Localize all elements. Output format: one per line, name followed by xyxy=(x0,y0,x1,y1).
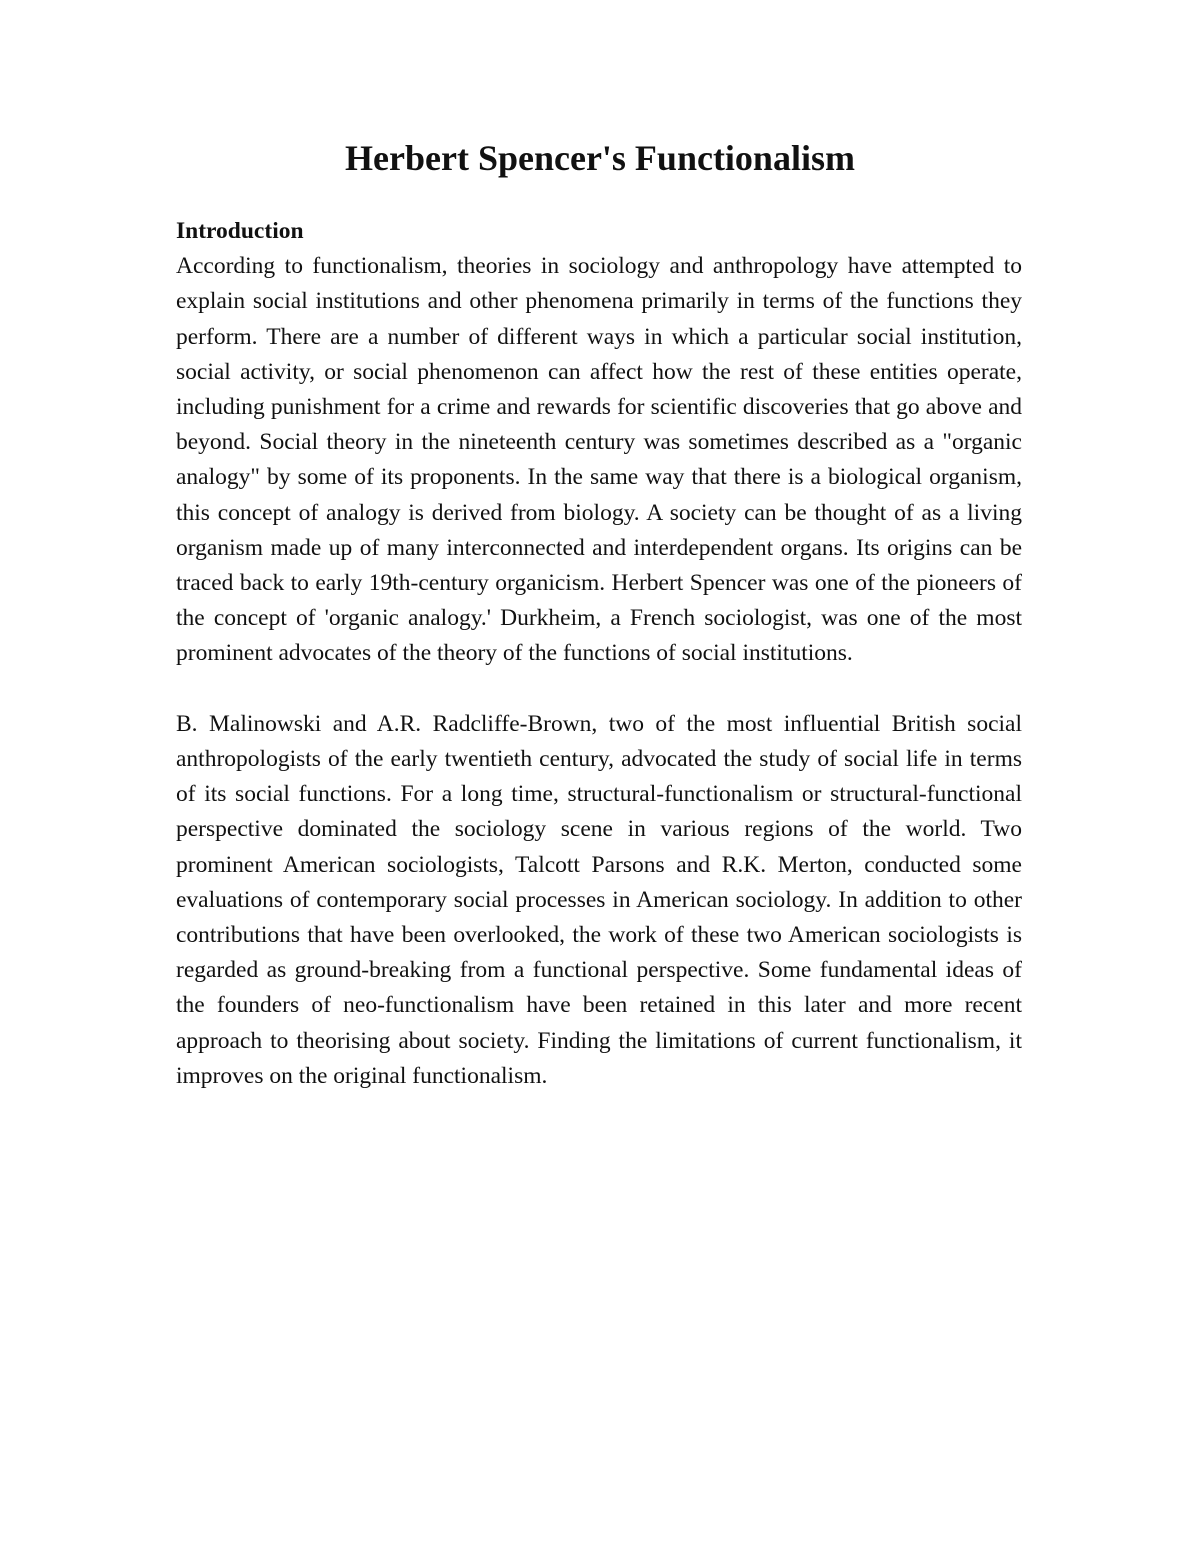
paragraph-1: According to functionalism, theories in sociology and anthropology have attempted to explain social institutions and other phenomena primarily in terms of the functions they perform. There are a number of different ways in which a particular social institution, social activity, or social phenomenon can affect how the rest of these entities operate, including punishment for a crime and rewards for scientific discoveries that go above and beyond. Social theory in the nineteenth century was sometimes described as a "organic analogy" by some of its proponents. In the same way that there is a biological organism, this concept of analogy is derived from biology. A society can be thought of as a living organism made up of many interconnected and interdependent organs. Its origins can be traced back to early 19th-century organicism. Herbert Spencer was one of the pioneers of the concept of 'organic analogy.' Durkheim, a French sociologist, was one of the most prominent advocates of the theory of the functions of social institutions. xyxy=(176,253,1022,667)
document-title: Herbert Spencer's Functionalism xyxy=(345,138,855,178)
document-body xyxy=(176,214,1022,1094)
section-heading-introduction: Introduction xyxy=(176,218,304,244)
paragraph-2: B. Malinowski and A.R. Radcliffe-Brown, two of the most influential British social anthropologists of the early twentieth century, advocated the study of social life in terms of its social functions. For a long time, structural-functionalism or structural-functional perspective dominated the sociology scene in various regions of the world. Two prominent American sociologists, Talcott Parsons and R.K. Merton, conducted some evaluations of contemporary social processes in American sociology. In addition to other contributions that have been overlooked, the work of these two American sociologists is regarded as ground-breaking from a functional perspective. Some fundamental ideas of the founders of neo-functionalism have been retained in this later and more recent approach to theorising about society. Finding the limitations of current functionalism, it improves on the original functionalism. xyxy=(176,710,1022,1089)
